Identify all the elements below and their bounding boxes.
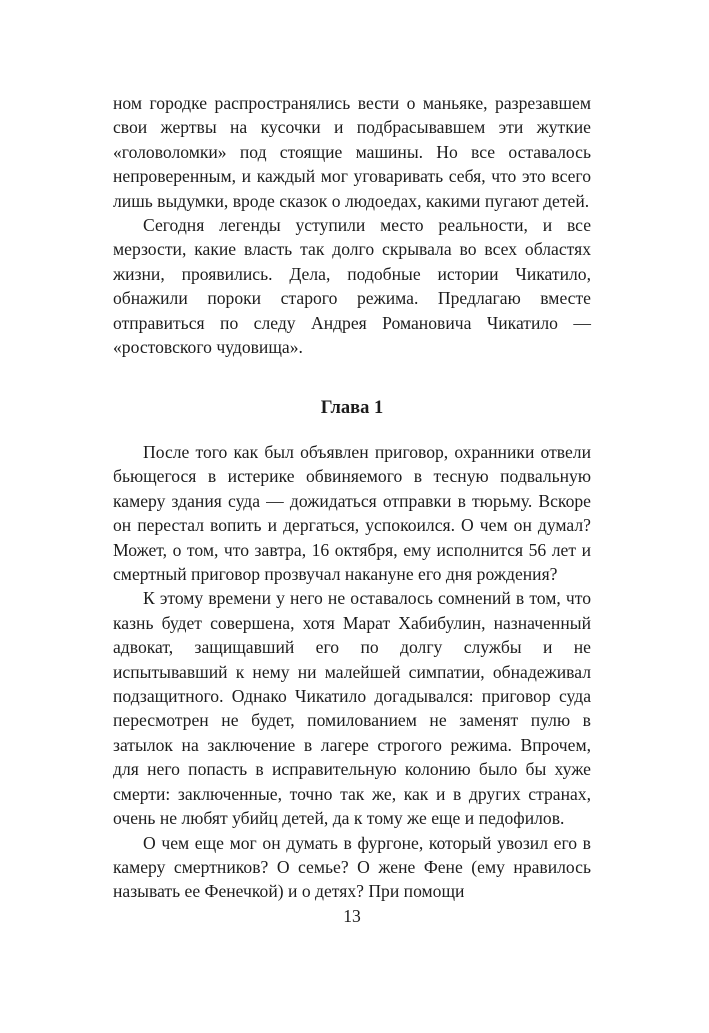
intro-text (113, 91, 591, 359)
intro-paragraph-1: ном городке распространялись вести о маньяке, разрезавшем свои жертвы на кусочки и подбрасывавшем эти жуткие «головоломки» под стоящие машины. Но все оставалось непроверенным, и каждый мог уговаривать себя, что это всего лишь выдумки, вроде сказок о людоедах, какими пугают детей. (113, 93, 591, 211)
body-paragraph-2: К этому времени у него не оставалось сомнений в том, что казнь будет совершена, хотя Марат Хабибулин, назначенный адвокат, защищавший его по долгу службы и не испытывавший к нему ни малейшей симпатии, обнадеживал подзащитного. Однако Чикатило догадывался: приговор суда пересмотрен не будет, помилованием не заменят пулю в затылок на заключение в лагере строгого режима. Впрочем, для него попасть в исправительную колонию было бы хуже смерти: заключенные, точно так же, как и в других странах, очень не любят убийц детей, да к тому же еще и педофилов. (113, 588, 591, 829)
chapter-body-text (113, 440, 591, 904)
body-paragraph-3: О чем еще мог он думать в фургоне, который увозил его в камеру смертников? О семье? О жене Фене (ему нравилось называть ее Фенечкой) и о детях? При помощи (113, 832, 591, 902)
body-paragraph-1: После того как был объявлен приговор, охранники отвели бьющегося в истерике обвиняемого в тесную подвальную камеру здания суда — дожидаться отправки в тюрьму. Вскоре он перестал вопить и дергаться, успокоился. О чем он думал? Может, о том, что завтра, 16 октября, ему исполнится 56 лет и смертный приговор прозвучал накануне его дня рождения? (113, 442, 591, 585)
chapter-title: Глава 1 (320, 398, 384, 418)
intro-paragraph-2: Сегодня легенды уступили место реальности, и все мерзости, какие власть так долго скрывала во всех областях жизни, проявились. Дела, подобные истории Чикатило, обнажили пороки старого режима. Предлагаю вместе отправиться по следу Андрея Романовича Чикатило — «ростовского чудовища». (113, 215, 591, 358)
page-number: 13 (343, 906, 361, 926)
